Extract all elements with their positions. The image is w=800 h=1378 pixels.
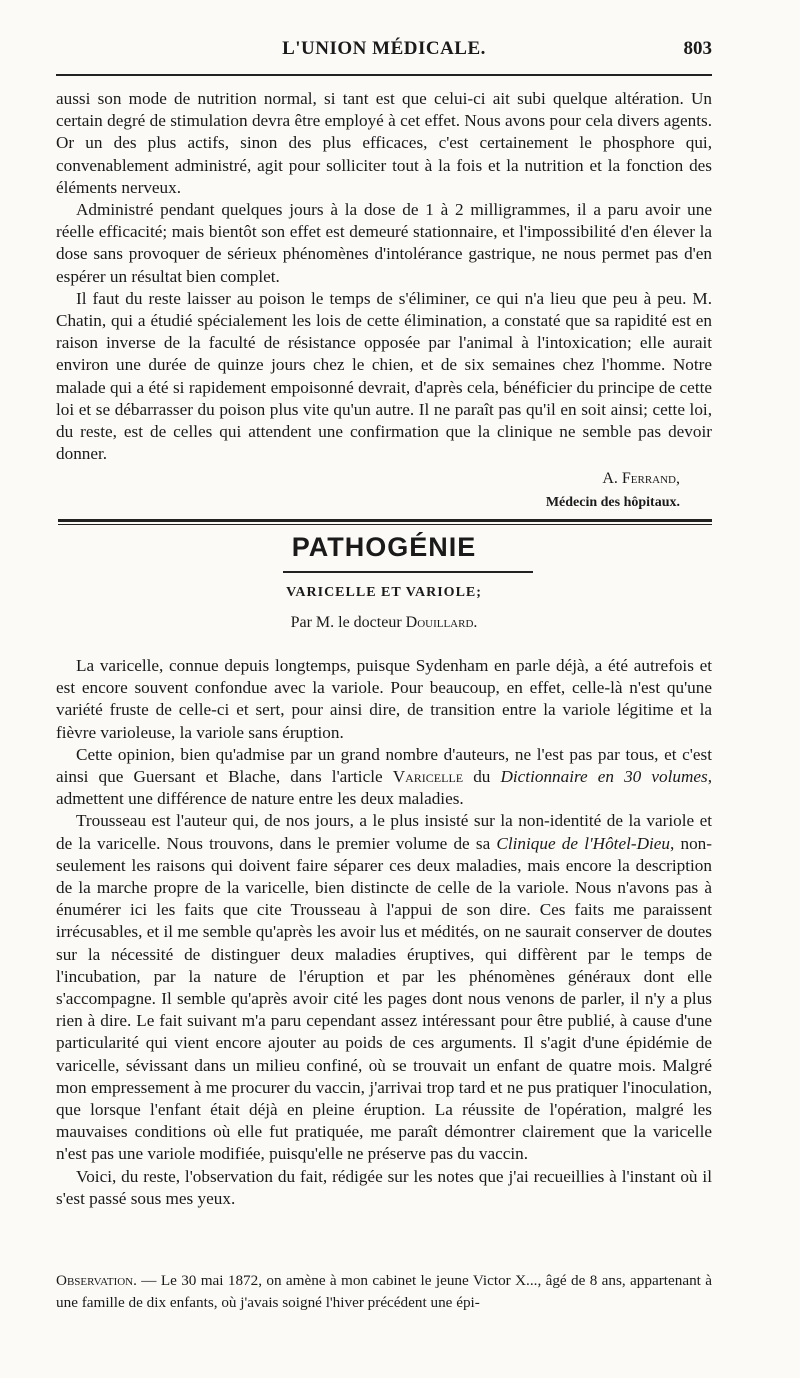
signature-title: Médecin des hôpitaux. [545,495,680,510]
paragraph: Cette opinion, bien qu'admise par un grand nombre d'auteurs, ne l'est pas par tous, et c'est ainsi que Guersant et Blache, dans l'article Varicelle du Dictionnaire en 30 volumes, admettent une différence de nature entre les deux maladies. [56,744,712,809]
paragraph: La varicelle, connue depuis longtemps, puisque Sydenham en parle déjà, a été autrefois et est encore souvent confondue avec la variole. Pour beaucoup, en effet, celle-là n'est qu'une variété fruste de celle-ci et sert, pour ainsi dire, de transition entre la variole légitime et la fièvre varioleuse, la variole sans éruption. [56,656,712,742]
paragraph: aussi son mode de nutrition normal, si tant est que celui-ci ait subi quelque altération. Un certain degré de stimulation devra être employé à cet effet. Nous avons pour cela divers agents. Or un des plus actifs, sinon des plus efficaces, c'est certainement le phosphore qui, convenablement administré, agit pour solliciter tout à la fois et la nutrition et la fonction des éléments nerveux. [56,89,712,197]
observation-note: Observation. — Le 30 mai 1872, on amène à mon cabinet le jeune Victor X..., âgé de 8 ans, appartenant à une famille de dix enfants, où j'avais soigné l'hiver précédent une épi- [56,1272,712,1311]
section-divider [58,519,712,525]
title-rule [283,571,533,573]
signature-name: A. Ferrand, [602,470,680,487]
observation-label: Observation. [56,1272,137,1289]
article-subtitle: VARICELLE ET VARIOLE; [286,585,482,600]
paragraph: Il faut du reste laisser au poison le temps de s'éliminer, ce qui n'a lieu que peu à peu. M. Chatin, qui a étudié spécialement les lois de cette élimination, a constaté que sa rapidité est en raison inverse de la faculté de résistance opposée par l'animal à l'intoxication; elle aurait environ une durée de quinze jours chez le chien, et de six semaines chez l'homme. Notre malade qui a été si rapidement empoisonné devrait, d'après cela, bénéficier du principe de cette loi et se débarrasser du poison plus vite qu'un autre. Il ne paraît pas qu'il en soit ainsi; cette loi, du reste, est de celles qui attendent une confirmation que la clinique ne semble pas devoir donner. [56,288,712,464]
journal-title: L'UNION MÉDICALE. [282,38,486,59]
paragraph: Voici, du reste, l'observation du fait, rédigée sur les notes que j'ai recueillies à l'instant où il s'est passé sous mes yeux. [56,1166,712,1208]
author-name: Douillard. [405,614,478,631]
header-rule [56,74,712,76]
paragraph: Administré pendant quelques jours à la dose de 1 à 2 milligrammes, il a paru avoir une réelle efficacité; mais bientôt son effet est demeuré stationnaire, et l'impossibilité d'en élever la dose sans provoquer de sérieux phénomènes d'intolérance gastrique, ne nous permet pas d'en espérer un résultat bien complet. [56,200,712,286]
page-number: 803 [683,38,712,59]
top-article-text [56,88,712,465]
section-title: PATHOGÉNIE [291,532,477,562]
byline: Par M. le docteur Douillard. [290,614,478,631]
article-body [56,655,712,1210]
page-header [56,38,712,64]
paragraph: Trousseau est l'auteur qui, de nos jours, a le plus insisté sur la non-identité de la variole et de la varicelle. Nous trouvons, dans le premier volume de sa Clinique de l'Hôtel-Dieu, non-seulement les raisons qui doivent faire séparer ces deux maladies, mais encore la description de la marche propre de la varicelle, bien distincte de celle de la variole. Nous n'avons pas à énumérer ici les faits que cite Trousseau à l'appui de son dire. Ces faits me paraissent irrécusables, et il me semble qu'après les avoir lus et médités, on ne saurait conserver de doutes sur la nécessité de distinguer deux maladies éruptives, qui diffèrent par le temps de l'incubation, par la nature de l'éruption et par les phénomènes généraux dont elle s'accompagne. Il semble qu'après avoir cité les pages dont nous venons de parler, il n'y a plus rien à dire. Le fait suivant m'a paru cependant assez intéressant pour être publié, à cause d'une particularité qui vient encore ajouter au poids de ces arguments. Il s'agit d'une épidémie de varicelle, sévissant dans un milieu confiné, où se trouvait un enfant de quatre mois. Malgré mon empressement à me procurer du vaccin, j'arrivai trop tard et ne pus pratiquer l'inoculation, que lorsque l'enfant était déjà en pleine éruption. La réussite de l'opération, malgré les mauvaises conditions où elle fut pratiquée, me paraît démontrer clairement que la varicelle n'est pas une variole modifiée, puisqu'elle ne préserve pas du vaccin. [56,811,712,1164]
